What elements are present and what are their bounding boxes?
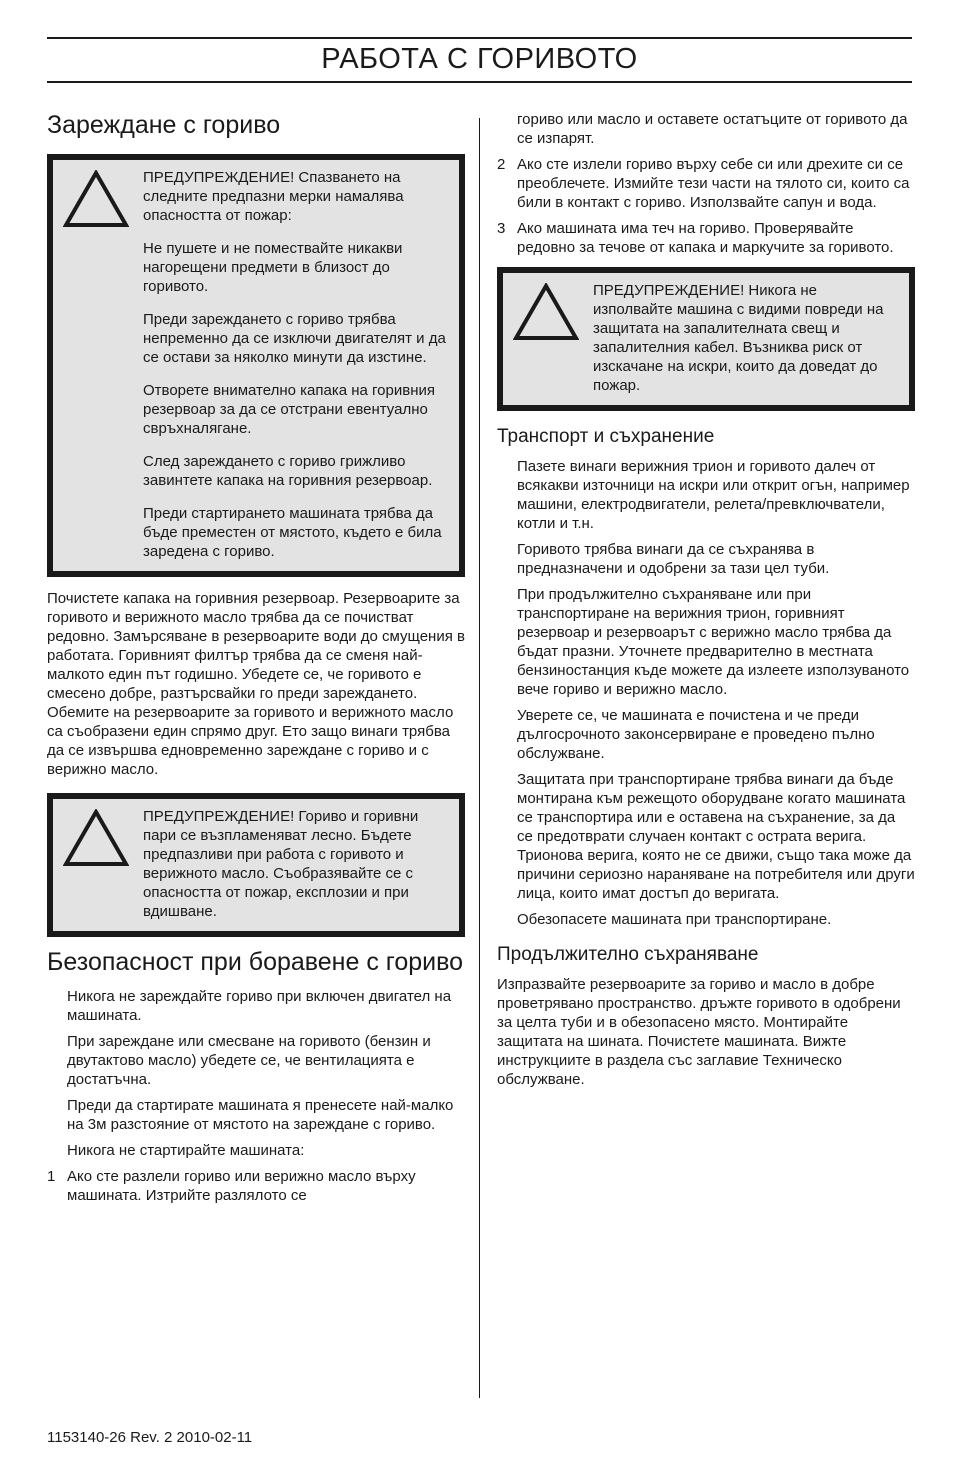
cleaning-paragraph: Почистете капака на горивния резервоар. Резервоарите за горивото и верижното масло трябва да се почистват редовно. Замърсяване в резервоарите води до смущения в работата. Горивният филтър трябва да се сменя най-малкото един път годишно. Убедете се, че горивото е смесено добре, разтърсвайки го преди зареждането. Обемите на резервоарите за горивото и верижното масло са съобразени един спрямо друг. Ето защо винаги трябва да се извършва едновременно зареждане с гориво и с верижно масло. <box>47 590 465 778</box>
transport-paragraph: Уверете се, че машината е почистена и че преди дългосрочното законсервиране е проведено пълно обслужване. <box>517 707 875 762</box>
safety-paragraph: Никога не зареждайте гориво при включен двигател на машината. <box>67 988 452 1024</box>
warning-text: ПРЕДУПРЕЖДЕНИЕ! Спазването на следните предпазни мерки намалява опасността от пожар: <box>143 169 404 224</box>
warning-box-spark-plug <box>497 267 915 411</box>
title-underline <box>47 81 912 83</box>
item-text-continued: гориво или масло и оставете остатъците от горивото да се изпарят. <box>517 111 908 147</box>
top-rule <box>47 37 912 39</box>
safety-paragraph: При зареждане или смесване на горивото (бензин и двутактово масло) убедете се, че вентилацията е достатъчна. <box>67 1033 431 1088</box>
heading-transport: Транспорт и съхранение <box>497 426 715 447</box>
warning-text: Не пушете и не помествайте никакви нагорещени предмети в близост до горивото. <box>143 240 403 295</box>
right-column <box>497 110 915 1096</box>
storage-paragraph: Изпразвайте резервоарите за гориво и масло в добре проветрявано пространство. дръжте горивото в одобрени за целта туби и в обезопасено място. Монтирайте защитата на шината. Почистете машината. Вижте инструкциите в раздела със заглавие Техническо обслужване. <box>497 976 901 1088</box>
warning-text: ПРЕДУПРЕЖДЕНИЕ! Никога не изполвайте машина с видими повреди на защитата на запалителната свещ и запалителния кабел. Възниква риск от изскачане на искри, които да доведат до пожар. <box>593 282 884 394</box>
item-number: 3 <box>497 220 506 237</box>
numbered-item <box>497 219 915 257</box>
item-number: 1 <box>47 1168 56 1185</box>
transport-paragraph: Обезопасете машината при транспортиране. <box>517 911 832 928</box>
heading-fueling: Зареждане с гориво <box>47 111 281 139</box>
numbered-item <box>47 1167 465 1205</box>
item-number: 2 <box>497 156 506 173</box>
page-title: РАБОТА С ГОРИВОТО <box>321 43 638 75</box>
warning-text: ПРЕДУПРЕЖДЕНИЕ! Гориво и горивни пари се възпламеняват лесно. Бъдете предпазливи при работа с горивото и верижното масло. Съобразявайте се с опасността от пожар, експлозии и при вдишване. <box>143 808 419 920</box>
transport-paragraph: Пазете винаги верижния трион и горивото далеч от всякакви източници на искри или открит огън, например машини, електродвигатели, релета/превключватели, котли и т.н. <box>517 458 910 532</box>
transport-paragraph: При продължително съхраняване или при транспортиране на верижния трион, горивният резервоар и резервоарът с верижно масло трябва да бъдат празни. Уточнете предварително в местната бензиностанция къде можете да излеете използуваното вече гориво и верижно масло. <box>517 586 910 698</box>
warning-text: След зареждането с гориво грижливо завинтете капака на горивния резервоар. <box>143 453 433 489</box>
numbered-item <box>497 155 915 212</box>
warning-text: Преди стартирането машината трябва да бъде преместен от мястото, където е била заредена с гориво. <box>143 505 442 560</box>
warning-text: Отворете внимателно капака на горивния резервоар за да се отстрани евентуално свръхналягане. <box>143 382 435 437</box>
heading-fuel-safety: Безопасност при боравене с гориво <box>47 948 464 976</box>
transport-paragraph: Защитата при транспортиране трябва винаги да бъде монтирана към режещото оборудване когато машината се транспортира или е оставена на съхранение, за да се предотврати случаен контакт с острата верига. Трионова верига, която не се движи, също така може да причини сериозно нараняване на потребителя или други лица, които имат достъп до веригата. <box>517 771 915 902</box>
left-column <box>47 110 465 1212</box>
document-reference: 1153140-26 Rev. 2 2010-02-11 <box>47 1429 253 1446</box>
warning-box-vapours <box>47 793 465 937</box>
warning-triangle-icon <box>63 809 129 867</box>
warning-text: Преди зареждането с гориво трябва непременно да се изключи двигателят и да се остави за няколко минути да изстине. <box>143 311 446 366</box>
warning-box-fire <box>47 154 465 577</box>
item-text: Ако сте разлели гориво или верижно масло върху машината. Изтрийте разлялото се <box>67 1168 416 1204</box>
safety-paragraph: Никога не стартирайте машината: <box>67 1142 305 1159</box>
item-text: Ако сте излели гориво върху себе си или дрехите си се преоблечете. Измийте тези части на тялото си, които са били в контакт с гориво. Използвайте сапун и вода. <box>517 156 910 211</box>
item-text: Ако машината има теч на гориво. Проверявайте редовно за течове от капака и маркучите за горивото. <box>517 220 894 256</box>
warning-triangle-icon <box>63 170 129 228</box>
heading-long-storage: Продължително съхраняване <box>497 944 759 965</box>
warning-triangle-icon <box>513 283 579 341</box>
transport-paragraph: Горивото трябва винаги да се съхранява в предназначени и одобрени за тази цел туби. <box>517 541 830 577</box>
column-divider <box>479 118 480 1398</box>
safety-paragraph: Преди да стартирате машината я пренесете най-малко на 3м разстояние от мястото на зареждане с гориво. <box>67 1097 454 1133</box>
